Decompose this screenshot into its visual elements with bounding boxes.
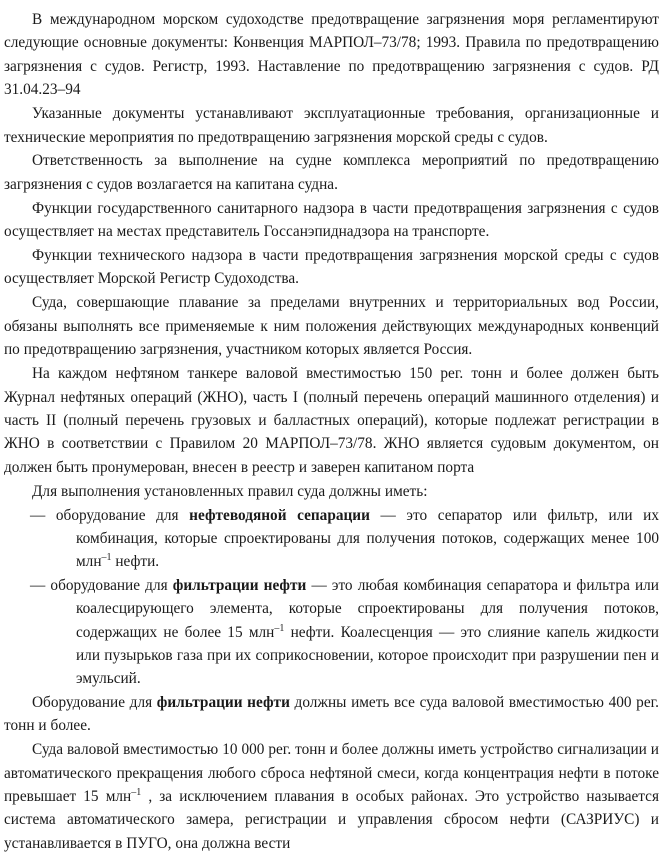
paragraph-8 xyxy=(4,480,659,503)
paragraph-1-text: В международном морском судоходстве предотвращение загрязнения моря регламентируют следующие основные документы: Конвенция МАРПОЛ–73/78; 1993. Правила по предотвращению загрязнения с судов. Регистр, 1993. Наставление по предотвращению загрязнения с судов. РД 31.04.23–94 xyxy=(4,11,659,99)
list-item-2-term: фильтрации нефти xyxy=(172,576,307,594)
paragraph-8-text: Для выполнения установленных правил суда должны иметь: xyxy=(32,482,428,500)
paragraph-9 xyxy=(4,691,659,738)
list-item-2-text-c: нефти. Коалесценция — это слияние капель жидкости или пузырьков газа при их соприкосновении, которое происходит при разрушении пен и эмульсий. xyxy=(76,623,659,688)
list-item-2-superscript: –1 xyxy=(274,622,285,634)
paragraph-4 xyxy=(4,197,659,244)
paragraph-9-text-b: должны иметь все суда валовой вместимостью 400 рег. тонн и более. xyxy=(4,693,659,735)
list-item-2-text-b: — это любая комбинация сепаратора и фильтра или коалесцирующего элемента, которые спроектированы для получения потоков, содержащих не более 15 млн xyxy=(76,576,659,641)
paragraph-1 xyxy=(4,8,659,102)
paragraph-10 xyxy=(4,738,659,855)
list-item-1-marker: — xyxy=(30,506,46,524)
paragraph-5-text: Функции технического надзора в части предотвращения загрязнения морской среды с судов осуществляет Морской Регистр Судоходства. xyxy=(4,247,659,288)
paragraph-4-text: Функции государственного санитарного надзора в части предотвращения загрязнения с судов осуществляет на местах представитель Госсанэпиднадзора на транспорте. xyxy=(4,199,659,241)
list-item xyxy=(4,574,659,691)
requirements-list xyxy=(4,504,659,691)
paragraph-7 xyxy=(4,362,659,479)
paragraph-10-text-b: , за исключением плавания в особых районах. Это устройство называется система автоматического замера, регистрации и управления сбросом нефти (САЗРИУС) и устанавливается в ПУГО, она должна вести xyxy=(4,787,660,852)
paragraph-3-text: Ответственность за выполнение на судне комплекса мероприятий по предотвращению загрязнения с судов возлагается на капитана судна. xyxy=(4,152,659,193)
list-item-1-superscript: –1 xyxy=(101,552,112,564)
list-item-2-text-a: оборудование для xyxy=(50,576,173,594)
list-item-1-text-a: оборудование для xyxy=(55,506,190,524)
paragraph-7-text: На каждом нефтяном танкере валовой вместимостью 150 рег. тонн и более должен быть Журнал нефтяных операций (ЖНО), часть I (полный перечень операций машинного отделения) и часть II (полный перечень грузовых и балластных операций), которые подлежат регистрации в ЖНО в соответствии с Правилом 20 МАРПОЛ–73/78. ЖНО является судовым документом, он должен быть пронумерован, внесен в реестр и заверен капитаном порта xyxy=(4,365,659,476)
list-item-1-text-c: нефти. xyxy=(111,553,160,571)
paragraph-10-text-a: Суда валовой вместимостью 10 000 рег. тонн и более должны иметь устройство сигнализации и автоматического прекращения любого сброса нефтяной смеси, когда концентрация нефти в потоке превышает 15 млн xyxy=(4,741,659,805)
paragraph-10-superscript: –1 xyxy=(131,786,142,798)
paragraph-2-text: Указанные документы устанавливают эксплуатационные требования, организационные и технические мероприятия по предотвращению загрязнения морской среды с судов. xyxy=(4,105,659,146)
paragraph-5 xyxy=(4,244,659,291)
paragraph-2 xyxy=(4,102,659,149)
list-item-1-text-b: — это сепаратор или фильтр, или их комбинация, которые спроектированы для получения потоков, содержащих менее 100 млн xyxy=(76,506,659,571)
list-item-2-marker: — xyxy=(30,576,46,594)
paragraph-6-text: Суда, совершающие плавание за пределами внутренних и территориальных вод России, обязаны выполнять все применяемые к ним положения действующих международных конвенций по предотвращению загрязнения, участником которых является Россия. xyxy=(4,294,659,359)
list-item xyxy=(4,504,659,574)
list-item-1-term: нефтеводяной сепарации xyxy=(189,506,370,524)
paragraph-9-text-a: Оборудование для xyxy=(32,693,157,711)
paragraph-6 xyxy=(4,291,659,361)
paragraph-3 xyxy=(4,149,659,196)
paragraph-9-term: фильтрации нефти xyxy=(156,693,290,711)
